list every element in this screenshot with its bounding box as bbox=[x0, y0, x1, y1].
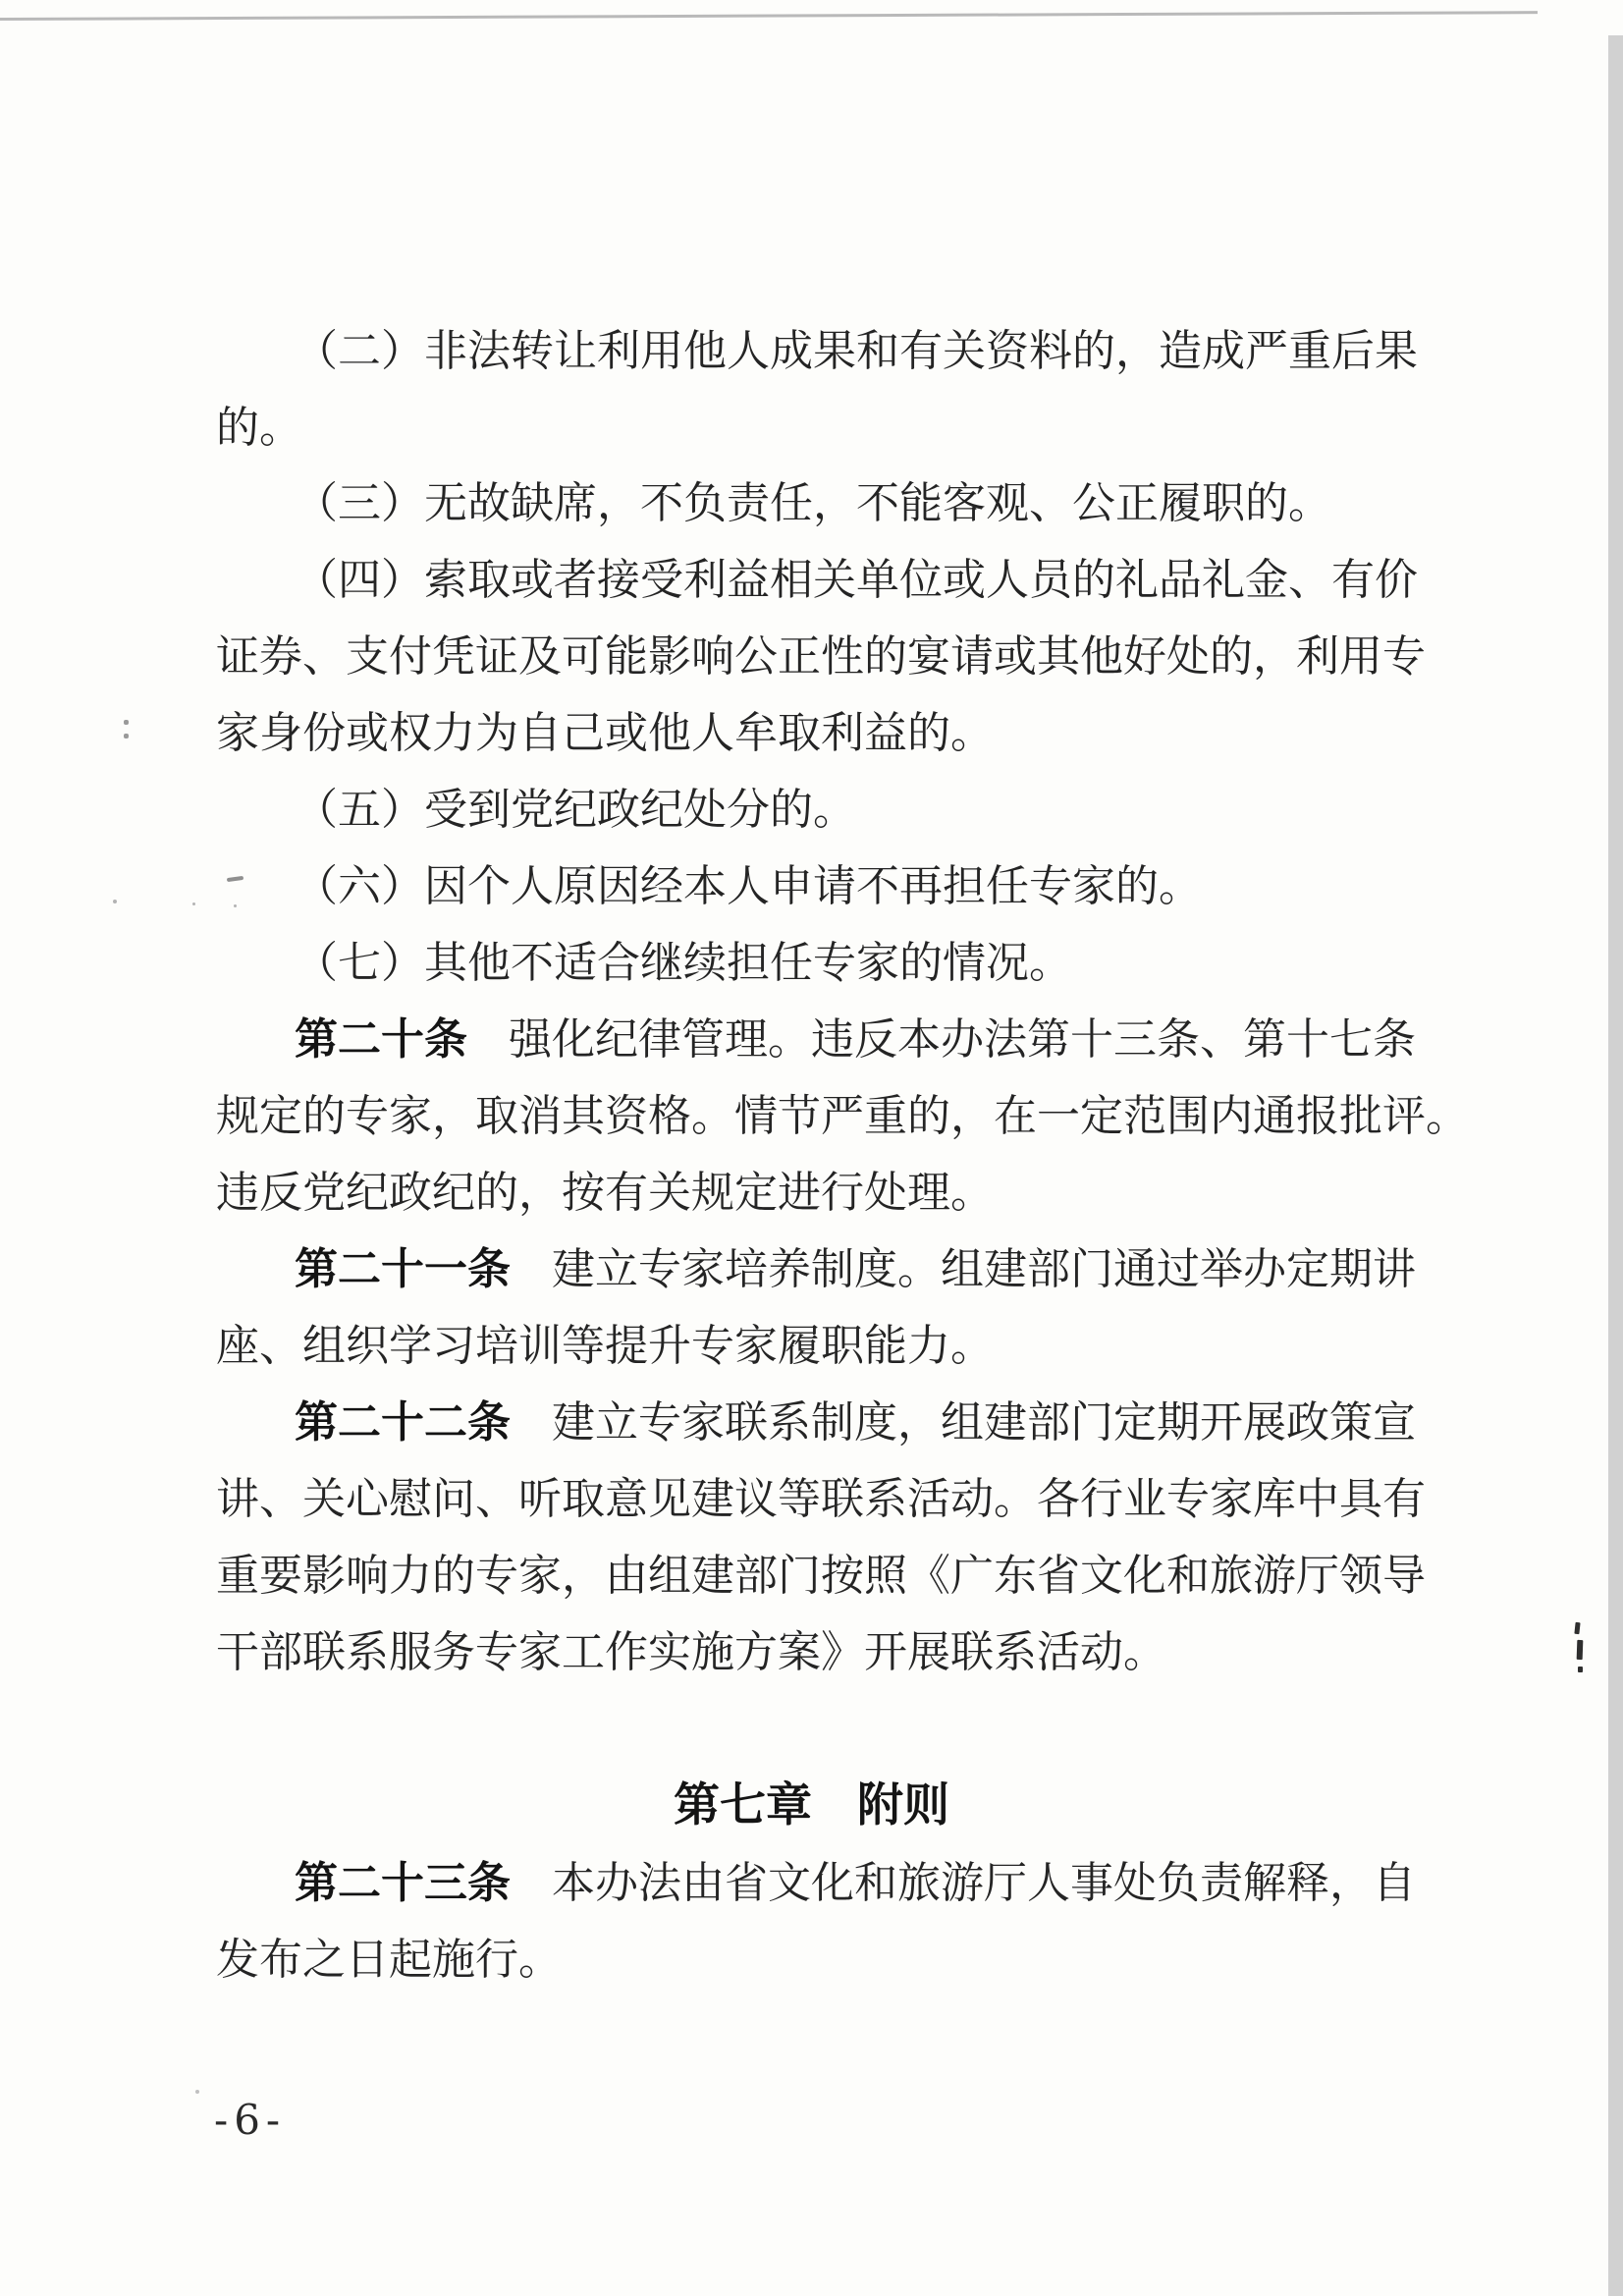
text-line: 违反党纪政纪的，按有关规定进行处理。 bbox=[216, 1168, 994, 1218]
scan-artifact bbox=[234, 904, 237, 907]
text-line: （二）非法转让利用他人成果和有关资料的，造成严重后果 bbox=[295, 326, 1418, 376]
scan-artifact bbox=[227, 876, 243, 882]
article-number: 第二十一条 bbox=[295, 1244, 511, 1294]
scan-artifact bbox=[1578, 1667, 1583, 1672]
text-line: （七）其他不适合继续担任专家的情况。 bbox=[295, 938, 1072, 988]
text-line: 重要影响力的专家，由组建部门按照《广东省文化和旅游厅领导 bbox=[216, 1551, 1426, 1601]
text-line: 的。 bbox=[216, 403, 302, 453]
text-line: （四）索取或者接受利益相关单位或人员的礼品礼金、有价 bbox=[295, 555, 1418, 605]
text-line: 座、组织学习培训等提升专家履职能力。 bbox=[216, 1321, 994, 1371]
article-number: 第二十条 bbox=[295, 1014, 467, 1065]
article-text: 建立专家培养制度。组建部门通过举办定期讲 bbox=[552, 1244, 1416, 1294]
text-line: 发布之日起施行。 bbox=[216, 1935, 562, 1985]
scan-artifact bbox=[1577, 1640, 1584, 1660]
chapter-number: 第七章 bbox=[674, 1778, 812, 1832]
scan-artifact bbox=[1574, 1622, 1580, 1634]
text-line: （三）无故缺席，不负责任，不能客观、公正履职的。 bbox=[295, 478, 1331, 528]
scanner-shadow-band bbox=[1608, 35, 1623, 2296]
article-line bbox=[295, 1014, 1416, 1065]
scan-artifact bbox=[124, 734, 129, 738]
text-line: 家身份或权力为自己或他人牟取利益的。 bbox=[216, 708, 994, 758]
scan-artifact bbox=[124, 720, 129, 725]
article-line bbox=[295, 1397, 1416, 1448]
article-number: 第二十二条 bbox=[295, 1397, 511, 1448]
text-line: （五）受到党纪政纪处分的。 bbox=[295, 785, 856, 835]
article-line bbox=[295, 1244, 1416, 1294]
text-line: 干部联系服务专家工作实施方案》开展联系活动。 bbox=[216, 1627, 1166, 1677]
article-line bbox=[295, 1858, 1416, 1908]
chapter-title: 附则 bbox=[857, 1778, 949, 1832]
scan-artifact bbox=[195, 2090, 199, 2094]
text-line: 规定的专家，取消其资格。情节严重的，在一定范围内通报批评。 bbox=[216, 1091, 1469, 1141]
text-line: 讲、关心慰问、听取意见建议等联系活动。各行业专家库中具有 bbox=[216, 1474, 1426, 1524]
text-line: 证券、支付凭证及可能影响公正性的宴请或其他好处的，利用专 bbox=[216, 631, 1426, 682]
article-text: 本办法由省文化和旅游厅人事处负责解释，自 bbox=[552, 1858, 1416, 1908]
page-number: -6- bbox=[214, 2096, 287, 2144]
article-number: 第二十三条 bbox=[295, 1858, 511, 1908]
text-line: （六）因个人原因经本人申请不再担任专家的。 bbox=[295, 861, 1202, 911]
scan-artifact bbox=[192, 902, 195, 905]
scan-edge-line bbox=[0, 11, 1538, 21]
article-text: 强化纪律管理。违反本办法第十三条、第十七条 bbox=[509, 1014, 1416, 1065]
scan-artifact bbox=[113, 900, 117, 903]
article-text: 建立专家联系制度，组建部门定期开展政策宣 bbox=[552, 1397, 1416, 1448]
chapter-heading bbox=[0, 1780, 1623, 1831]
